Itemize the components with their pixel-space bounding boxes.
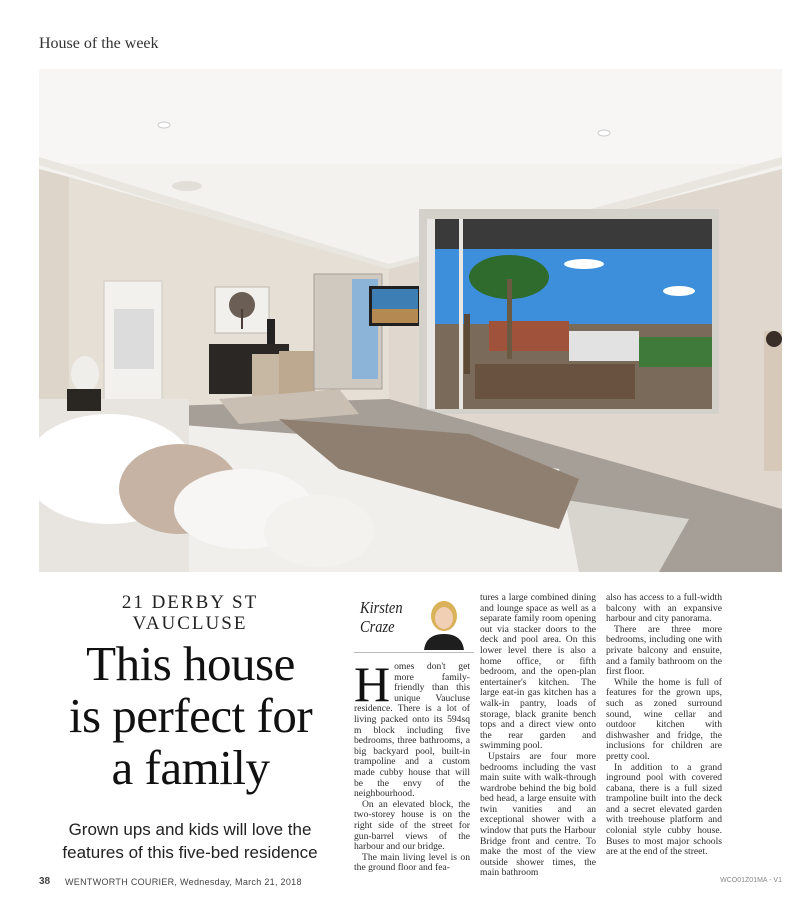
article-column-1	[354, 656, 470, 874]
article-paragraph: The main living level is on the ground floor and fea-	[354, 851, 470, 874]
byline-last-name: Craze	[360, 617, 395, 636]
section-label: House of the week	[39, 35, 159, 52]
bedroom-photo	[39, 69, 782, 572]
headline-line: This house	[86, 636, 295, 691]
standfirst-line: Grown ups and kids will love the	[68, 820, 312, 839]
article-address	[40, 592, 340, 634]
article-paragraph: There are three more bedrooms, including one with private balcony and ensuite, and a family bathroom on the first floor.	[606, 623, 722, 678]
byline-name	[360, 598, 403, 636]
article-column-3	[606, 593, 722, 858]
author-photo	[416, 596, 472, 650]
article-paragraph	[354, 656, 470, 800]
headline-line: a family	[111, 740, 270, 795]
article-paragraph: In addition to a grand inground pool with covered cabana, there is a full sized trampoline built into the deck and a secret elevated garden with treehouse platform and colonial style cubby house. Buses to most major schools are at the end of the street.	[606, 761, 722, 858]
article-paragraph: tures a large combined dining and lounge space as well as a separate family room opening out via stacker doors to the deck and pool area. On this lower level there is also a home office, or fifth bedroom, and the open-plan entertainer's kitchen. The large eat-in gas kitchen has a walk-in pantry, loads of storage, black granite bench tops and a direct view onto the rear garden and swimming pool.	[480, 592, 596, 752]
article-paragraph: On an elevated block, the two-storey house is on the right side of the street for gun-barrel views of the harbour and our bridge.	[354, 798, 470, 853]
address-suburb: VAUCLUSE	[132, 613, 248, 634]
article-headline	[38, 638, 343, 794]
standfirst-line: features of this five-bed residence	[62, 843, 318, 862]
drop-cap: H	[354, 656, 391, 712]
paragraph-text: omes don't get more family-friendly than this unique Vaucluse residence. There is a lot of living packed onto its 594sq m block including five bedrooms, three bathrooms, a big backyard pool, built-in trampoline and a custom made cubby house that will be the envy of the neighbourhood.	[354, 661, 470, 800]
publication-info: WENTWORTH COURIER, Wednesday, March 21, 2018	[65, 877, 302, 887]
byline-first-name: Kirsten	[360, 598, 403, 617]
address-street: 21 DERBY ST	[121, 592, 259, 613]
bedroom-illustration	[39, 69, 782, 572]
article-standfirst	[40, 818, 340, 864]
headline-line: is perfect for	[68, 688, 313, 743]
page-number: 38	[39, 876, 51, 887]
article-paragraph: Upstairs are four more bedrooms including the vast main suite with walk-through wardrobe behind the big bold bed head, a large ensuite with twin vanities and an exceptional shower with a window that puts the Harbour Bridge front and centre. To make the most of the view outside shower times, the main bathroom	[480, 750, 596, 879]
edition-code: WCO01Z01MA - V1	[720, 877, 782, 884]
byline-divider	[354, 652, 474, 653]
article-paragraph: also has access to a full-width balcony with an expansive harbour and city panorama.	[606, 592, 722, 625]
page-footer	[39, 876, 782, 890]
article-column-2	[480, 593, 596, 879]
article-paragraph: While the home is full of features for the grown ups, such as zoned surround sound, wine cellar and outdoor kitchen with dishwasher and fridge, the inclusions for children are pretty cool.	[606, 676, 722, 762]
byline	[356, 596, 474, 652]
